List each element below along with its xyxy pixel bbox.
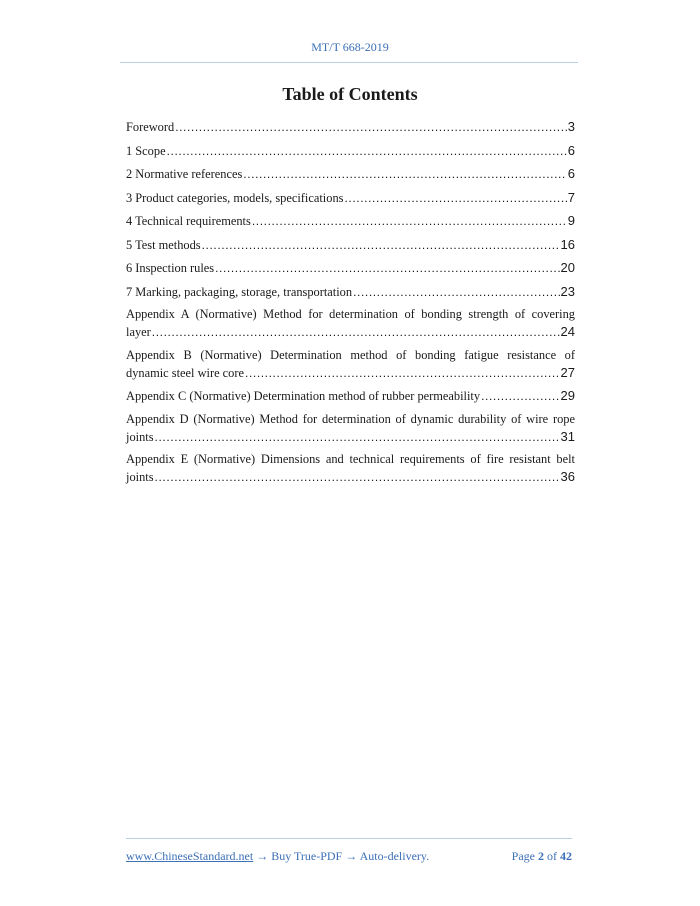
- header-divider: [120, 62, 578, 63]
- toc-page-number: 24: [560, 324, 575, 339]
- toc-entry-product-categories[interactable]: [126, 189, 575, 207]
- arrow-right-icon: →: [345, 849, 358, 863]
- toc-entry-appendix-e[interactable]: [126, 451, 575, 486]
- toc-entry-label: 5 Test methods: [126, 237, 201, 252]
- toc-entry-label: Appendix D (Normative) Method for determination of dynamic durability of wire rope: [126, 411, 575, 426]
- toc-entry-label-continued: dynamic steel wire core: [126, 365, 245, 380]
- of-word: of: [547, 849, 557, 863]
- toc-entry-appendix-d[interactable]: [126, 411, 575, 446]
- buy-link[interactable]: Buy True-PDF: [271, 849, 343, 863]
- toc-entry-label-continued: layer: [126, 325, 151, 339]
- dot-leader: [175, 119, 567, 136]
- toc-page-number: 27: [560, 364, 575, 380]
- dot-leader: [353, 284, 559, 301]
- toc-page-number: 9: [567, 213, 575, 228]
- toc-entry-label: Foreword: [126, 120, 175, 134]
- toc-page-number: 16: [560, 236, 575, 252]
- total-pages-number: 42: [560, 849, 572, 863]
- toc-page-number: 7: [567, 189, 575, 205]
- toc-entry-inspection-rules[interactable]: [126, 259, 575, 277]
- toc-entry-label: 2 Normative references: [126, 167, 243, 181]
- delivery-text: Auto-delivery.: [359, 849, 430, 863]
- current-page-number: 2: [538, 849, 544, 863]
- toc-page-number: 23: [560, 283, 575, 299]
- toc-entry-label: 1 Scope: [126, 143, 166, 158]
- toc-page-number: 20: [560, 260, 575, 275]
- toc-page-number: 6: [567, 166, 575, 181]
- toc-entry-foreword[interactable]: [126, 118, 575, 136]
- toc-entry-normative-references[interactable]: [126, 165, 575, 183]
- toc-entry-appendix-c[interactable]: [126, 387, 575, 405]
- toc-entry-scope[interactable]: [126, 142, 575, 160]
- toc-entry-label: Appendix A (Normative) Method for determination of bonding strength of covering: [126, 307, 575, 321]
- dot-leader: [243, 166, 566, 183]
- toc-entry-label: Appendix E (Normative) Dimensions and technical requirements of fire resistant belt: [126, 452, 575, 466]
- toc-entry-label: Appendix B (Normative) Determination method of bonding fatigue resistance of: [126, 347, 575, 362]
- toc-entry-appendix-b[interactable]: [126, 347, 575, 382]
- toc-entry-label: 6 Inspection rules: [126, 261, 215, 275]
- dot-leader: [155, 469, 560, 486]
- dot-leader: [481, 388, 559, 405]
- table-of-contents: [126, 118, 575, 492]
- arrow-right-icon: →: [256, 849, 269, 863]
- toc-title: Table of Contents: [282, 84, 418, 104]
- site-link[interactable]: www.ChineseStandard.net: [126, 849, 254, 863]
- page-word: Page: [511, 849, 535, 863]
- running-header: MT/T 668-2019: [311, 40, 389, 54]
- toc-entry-technical-requirements[interactable]: [126, 212, 575, 230]
- footer-divider: [126, 838, 572, 839]
- toc-entry-label: 4 Technical requirements: [126, 214, 251, 228]
- dot-leader: [167, 143, 567, 160]
- toc-page-number: 29: [560, 388, 575, 403]
- toc-entry-test-methods[interactable]: [126, 236, 575, 254]
- toc-entry-appendix-a[interactable]: [126, 306, 575, 341]
- toc-page-number: 31: [560, 428, 575, 444]
- dot-leader: [155, 429, 560, 446]
- dot-leader: [245, 365, 560, 382]
- dot-leader: [152, 324, 560, 341]
- dot-leader: [252, 213, 567, 230]
- dot-leader: [215, 260, 559, 277]
- toc-entry-label: 3 Product categories, models, specifications: [126, 190, 344, 205]
- page-indicator: [512, 849, 572, 864]
- dot-leader: [344, 190, 566, 207]
- dot-leader: [202, 237, 560, 254]
- toc-entry-label: 7 Marking, packaging, storage, transportation: [126, 284, 353, 299]
- toc-page-number: 6: [567, 142, 575, 158]
- toc-entry-label: Appendix C (Normative) Determination method of rubber permeability: [126, 389, 481, 403]
- toc-entry-marking-packaging[interactable]: [126, 283, 575, 301]
- toc-page-number: 36: [560, 469, 575, 484]
- toc-entry-label-continued: joints: [126, 429, 154, 444]
- footer-promo: [126, 849, 429, 864]
- toc-page-number: 3: [567, 119, 575, 134]
- toc-entry-label-continued: joints: [126, 470, 154, 484]
